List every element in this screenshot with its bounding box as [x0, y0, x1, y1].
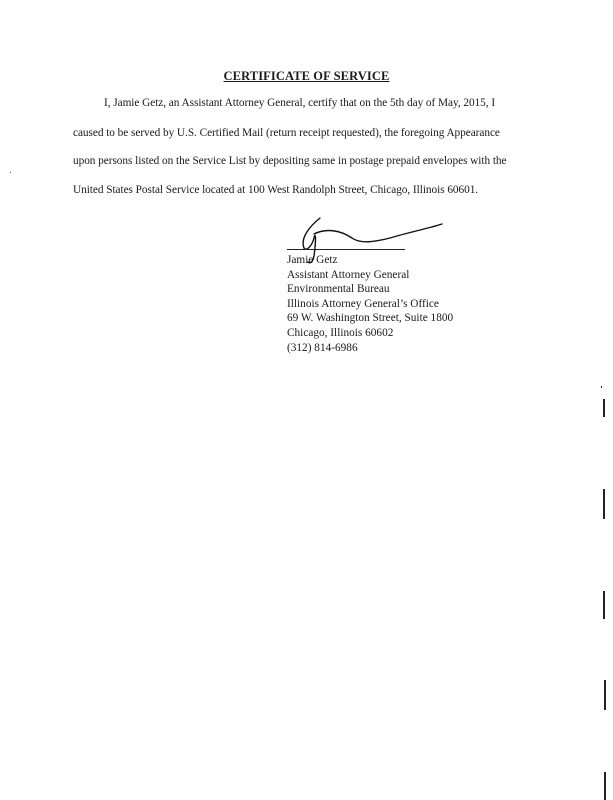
scan-edge-mark	[603, 591, 605, 619]
scan-edge-mark	[603, 489, 605, 519]
scan-edge-mark	[604, 772, 606, 800]
signer-bureau: Environmental Bureau	[287, 283, 390, 296]
certificate-text-line-4: United States Postal Service located at 100 West Randolph Street, Chicago, Illinois 60601.	[73, 184, 479, 196]
signature-line	[287, 249, 405, 250]
signer-city: Chicago, Illinois 60602	[287, 326, 394, 339]
scan-edge-mark	[601, 386, 602, 388]
signer-name: Jamie Getz	[287, 254, 338, 266]
signer-office: Illinois Attorney General’s Office	[287, 297, 439, 310]
certificate-text-line-2: caused to be served by U.S. Certified Mail (return receipt requested), the foregoing Appearance	[73, 127, 500, 139]
scan-speck	[10, 172, 11, 173]
scan-edge-mark	[604, 680, 606, 710]
certificate-text-line-3: upon persons listed on the Service List by depositing same in postage prepaid envelopes with the	[73, 155, 507, 167]
document-title: CERTIFICATE OF SERVICE	[223, 69, 390, 83]
signature-block	[287, 253, 453, 355]
signer-address: 69 W. Washington Street, Suite 1800	[287, 312, 454, 325]
certificate-text-line-1: I, Jamie Getz, an Assistant Attorney General, certify that on the 5th day of May, 2015, I	[104, 97, 496, 109]
signer-title: Assistant Attorney General	[287, 268, 410, 281]
signer-phone: (312) 814-6986	[287, 341, 358, 354]
scan-edge-mark	[603, 399, 605, 417]
